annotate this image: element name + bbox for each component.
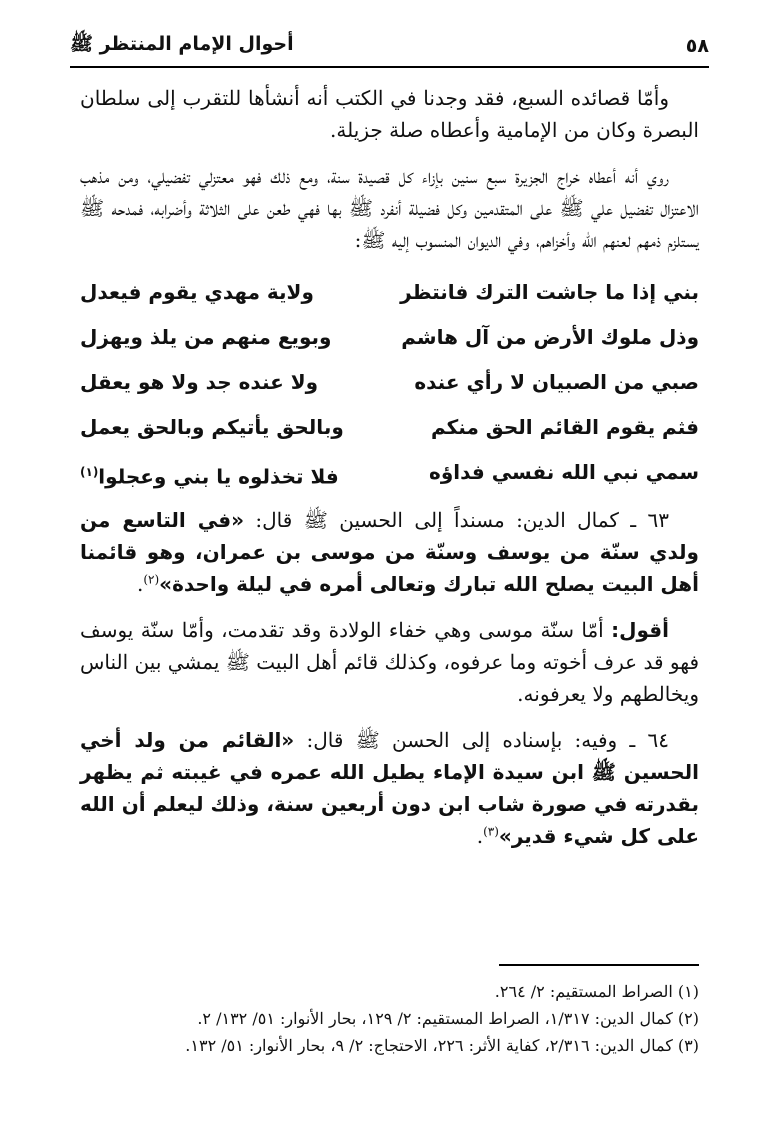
poem-verse <box>80 315 699 360</box>
page-header <box>70 28 709 64</box>
author-comment <box>80 614 699 710</box>
comment-label: أقول: <box>611 617 669 642</box>
poem-verse <box>80 405 699 450</box>
footnote-ref: (٢) <box>143 572 160 586</box>
hadith-intro: ٦٤ ـ وفيه: بإسناده إلى الحسن ﷺ قال: <box>294 727 669 752</box>
footnote-rule <box>499 964 699 966</box>
footnote-ref: (٣) <box>483 824 499 838</box>
footnote-ref: (١) <box>80 465 99 479</box>
verse-second-hemistich: وبويع منهم من يلذ ويهزل <box>80 325 332 349</box>
verse-second-hemistich: وبالحق يأتيكم وبالحق يعمل <box>80 415 344 439</box>
footnote: (١) الصراط المستقيم: ٢/ ٢٦٤. <box>494 982 699 1001</box>
verse-first-hemistich: صبي من الصبيان لا رأي عنده <box>414 370 699 394</box>
poem-verse <box>80 270 699 315</box>
verse-first-hemistich: بني إذا ما جاشت الترك فانتظر <box>400 280 699 304</box>
verse-first-hemistich: فثم يقوم القائم الحق منكم <box>430 415 699 439</box>
punctuation: . <box>136 571 144 596</box>
poem-verse <box>80 450 699 500</box>
footnote: (٢) كمال الدين: ١/٣١٧، الصراط المستقيم: ٢/ ١٢٩، بحار الأنوار: ٥١/ ١٣٢/ ٢. <box>197 1009 699 1029</box>
hadith-intro: ٦٣ ـ كمال الدين: مسنداً إلى الحسين ﷺ قال: <box>244 507 669 532</box>
hadith-quote: «في التاسع من ولدي سنّة من يوسف وسنّة من موسى بن عمران، وهو قائمنا أهل البيت يصلح الله تبارك وتعالى أمره في ليلة واحدة» <box>80 507 699 596</box>
poem-verse <box>80 360 699 405</box>
punctuation: . <box>476 823 484 848</box>
verse-second-hemistich <box>80 450 371 500</box>
paragraph-riwaya: روي أنه أعطاه خراج الجزيرة سبع سنين بإزاء كل قصيدة سنة، ومع ذلك فهو معتزلي تفضيلي، ومن مذهب الاعتزال تفضيل علي ﷺ على المتقدمين وكل فضيلة أنفرد ﷺ بها فهي طعن على الثلاثة وأضرابه، فمدحه ﷺ يستلزم ذمهم لعنهم الله وأخزاهم، وفي الديوان المنسوب إليه ﷺ: <box>80 164 699 252</box>
hadith-63 <box>80 504 699 600</box>
verse-text: فلا تخذلوه يا بني وعجلوا <box>98 464 339 489</box>
comment-text: أمّا سنّة موسى وهي خفاء الولادة وقد تقدمت، وأمّا سنّة يوسف فهو قد عرف أخوته وما عرفوه، وكذلك قائم أهل البيت ﷺ يمشي بين الناس ويخالطهم ولا يعرفونه. <box>80 617 699 706</box>
hadith-quote: «القائم من ولد أخي الحسين ﷺ ابن سيدة الإماء يطيل الله عمره في غيبته ثم يظهر بقدرته في صورة شاب ابن دون أربعين سنة، وذلك ليعلم أن الله على كل شيء قدير» <box>80 727 699 848</box>
page-number: ٥٨ <box>685 35 709 57</box>
page-body <box>80 82 699 866</box>
hadith-64 <box>80 724 699 852</box>
poem <box>80 270 699 500</box>
footnote: (٣) كمال الدين: ٢/٣١٦، كفاية الأثر: ٢٢٦، الاحتجاج: ٢/ ٩، بحار الأنوار: ٥١/ ١٣٢. <box>185 1036 699 1056</box>
verse-second-hemistich: ولاية مهدي يقوم فيعدل <box>80 280 314 304</box>
header-rule <box>70 66 709 68</box>
paragraph-qasaid: وأمّا قصائده السبع، فقد وجدنا في الكتب أنه أنشأها للتقرب إلى سلطان البصرة وكان من الإمامية وأعطاه صلة جزيلة. <box>80 86 699 142</box>
footnotes <box>80 978 699 1060</box>
verse-first-hemistich: وذل ملوك الأرض من آل هاشم <box>401 325 699 349</box>
running-title: أحوال الإمام المنتظر ﷺ <box>70 33 294 55</box>
verse-second-hemistich: ولا عنده جد ولا هو يعقل <box>80 370 319 394</box>
verse-first-hemistich: سمي نبي الله نفسي فداؤه <box>429 460 699 484</box>
